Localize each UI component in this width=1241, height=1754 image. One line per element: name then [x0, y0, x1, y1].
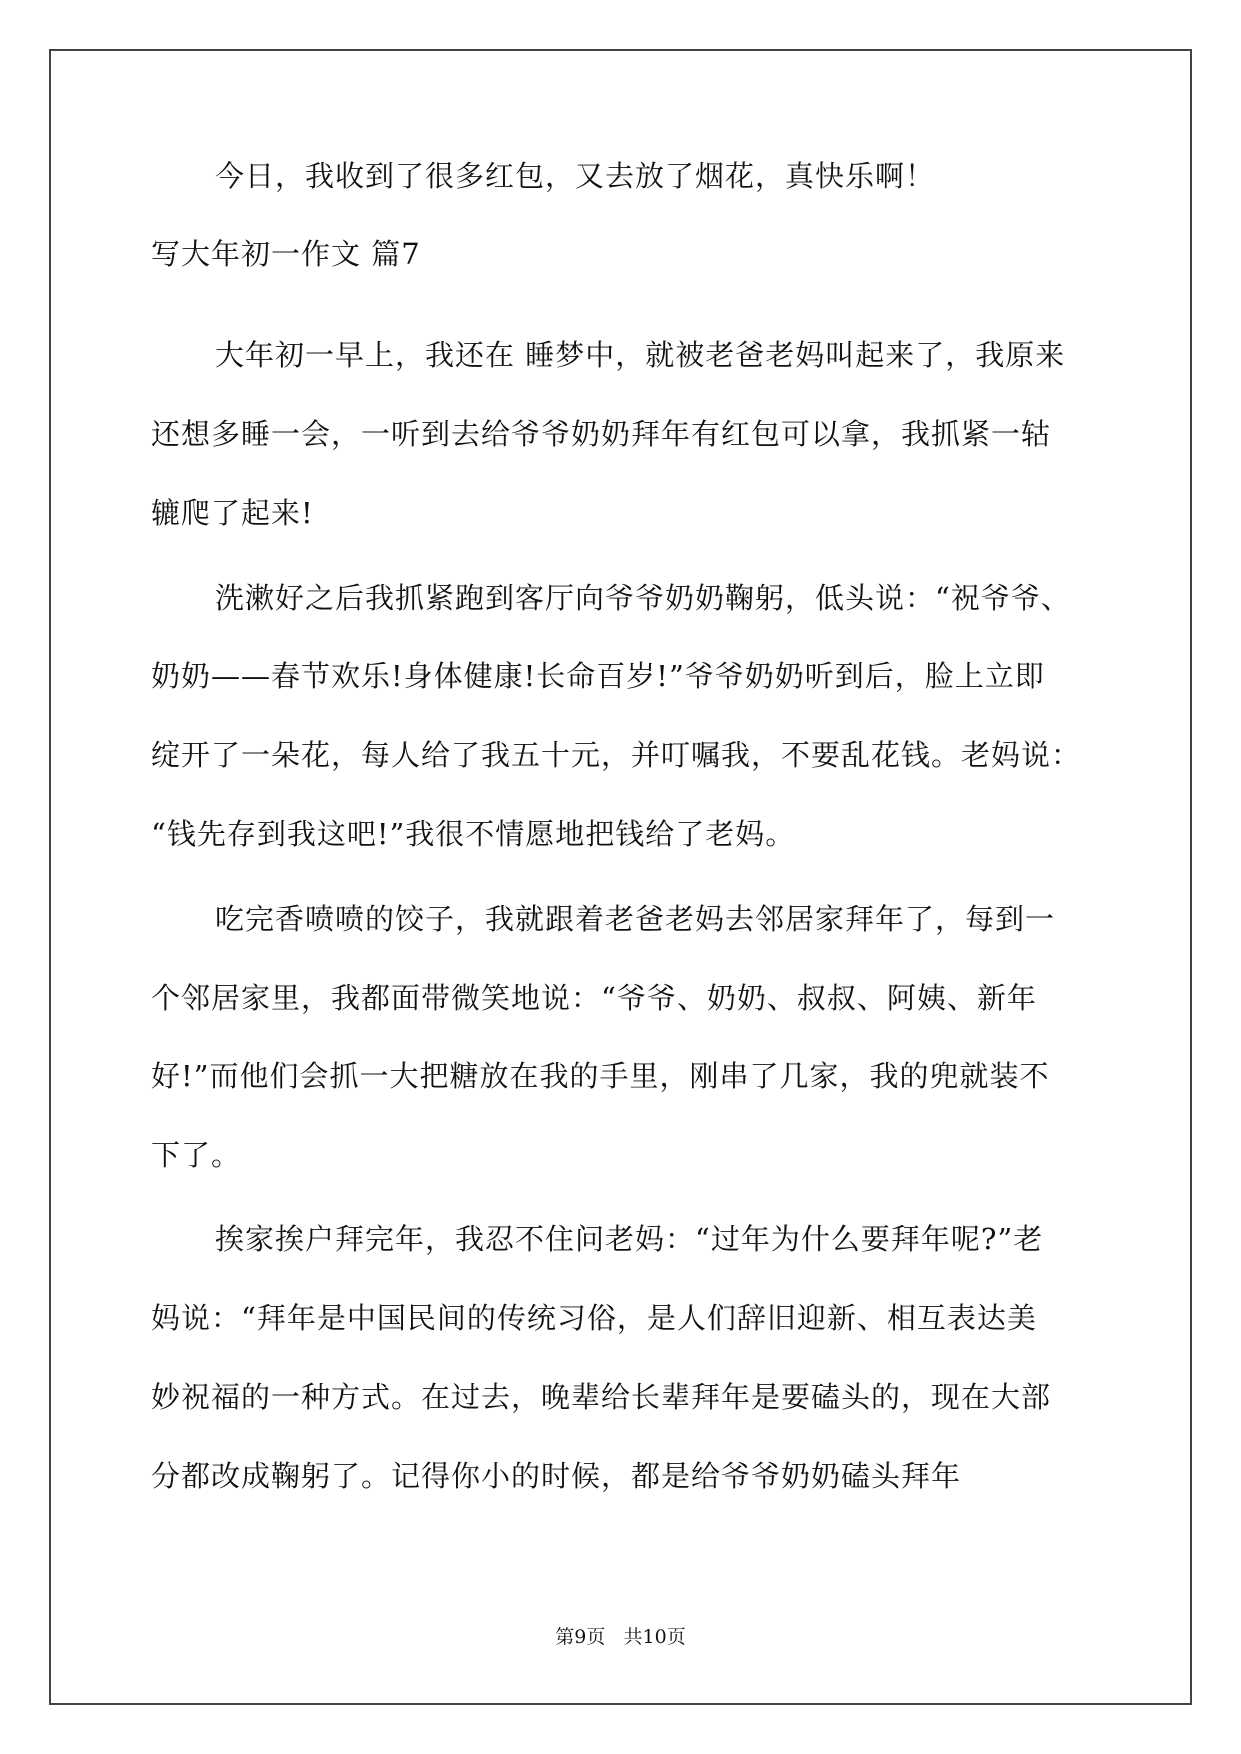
text-line: 大年初一早上，我还在 睡梦中，就被老爸老妈叫起来了，我原来 — [215, 338, 1066, 372]
text-line: 奶奶——春节欢乐!身体健康!长命百岁!”爷爷奶奶听到后，脸上立即 — [151, 659, 1045, 693]
text-line: “钱先存到我这吧!”我很不情愿地把钱给了老妈。 — [151, 817, 796, 851]
text-line: 挨家挨户拜完年，我忍不住问老妈：“过年为什么要拜年呢?”老 — [215, 1222, 1044, 1256]
page-total: 共10页 — [623, 1626, 686, 1648]
text-line: 绽开了一朵花，每人给了我五十元，并叮嘱我，不要乱花钱。老妈说： — [151, 738, 1082, 772]
text-line: 好!”而他们会抓一大把糖放在我的手里，刚串了几家，我的兜就装不 — [151, 1059, 1050, 1093]
text-line: 今日，我收到了很多红包，又去放了烟花，真快乐啊！ — [215, 159, 936, 193]
text-line: 妈说：“拜年是中国民间的传统习俗，是人们辞旧迎新、相互表达美 — [151, 1301, 1037, 1335]
text-line: 妙祝福的一种方式。在过去，晚辈给长辈拜年是要磕头的，现在大部 — [151, 1380, 1052, 1414]
text-line: 还想多睡一会，一听到去给爷爷奶奶拜年有红包可以拿，我抓紧一轱 — [151, 417, 1052, 451]
text-line: 个邻居家里，我都面带微笑地说：“爷爷、奶奶、叔叔、阿姨、新年 — [151, 981, 1037, 1015]
text-line: 吃完香喷喷的饺子，我就跟着老爸老妈去邻居家拜年了，每到一 — [215, 902, 1056, 936]
text-line: 分都改成鞠躬了。记得你小的时候，都是给爷爷奶奶磕头拜年 — [151, 1459, 962, 1493]
text-line: 下了。 — [151, 1138, 242, 1172]
text-line: 洗漱好之后我抓紧跑到客厅向爷爷奶奶鞠躬，低头说：“祝爷爷、 — [215, 581, 1071, 615]
section-heading: 写大年初一作文 篇7 — [151, 237, 421, 271]
text-line: 辘爬了起来! — [151, 496, 314, 530]
page-footer — [0, 1625, 1241, 1649]
page-number: 第9页 — [555, 1626, 606, 1648]
